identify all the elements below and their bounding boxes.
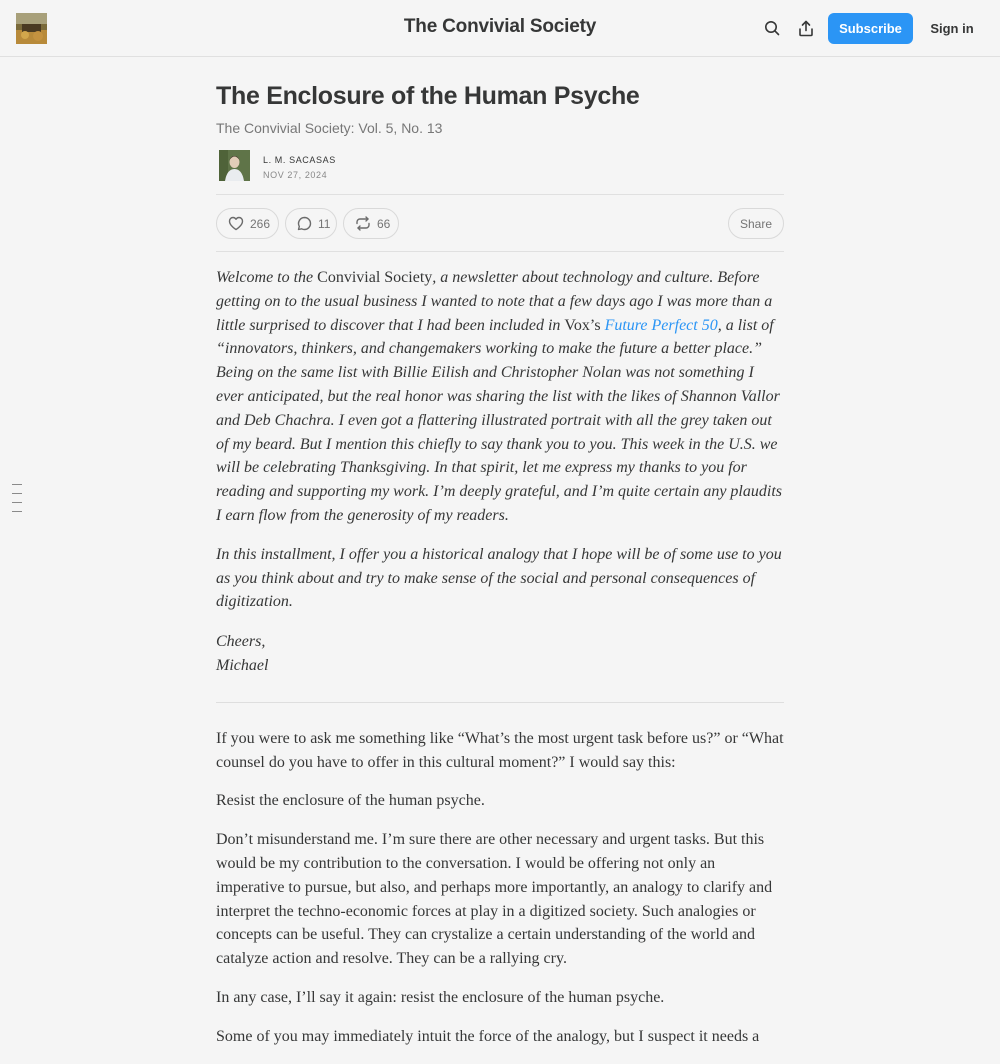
toc-line	[12, 511, 22, 512]
toc-line	[12, 484, 22, 485]
author-avatar[interactable]	[219, 150, 250, 181]
body-paragraph: Don’t misunderstand me. I’m sure there are other necessary and urgent tasks. But this would be my contribution to the conversation. I would be offering not only an imperative to pursue, but also, and perhaps more importantly, an analogy to clarify and interpret the techno-economic forces at play in a digitized society. Such analogies or concepts can be useful. They can crystalize a certain understanding of the world and catalyze action and resolve. They can be a rallying cry.	[216, 831, 773, 968]
intro-text: Vox’s	[564, 316, 601, 334]
body-paragraph: Some of you may immediately intuit the force of the analogy, but I suspect it needs a	[216, 1027, 760, 1045]
section-divider	[216, 702, 784, 703]
body-paragraph: Resist the enclosure of the human psyche.	[216, 792, 485, 810]
table-of-contents-toggle[interactable]	[12, 484, 24, 520]
like-count: 266	[250, 216, 271, 231]
post-date: NOV 27, 2024	[263, 170, 328, 180]
comment-icon	[297, 216, 312, 231]
sign-off-name: Michael	[216, 656, 269, 674]
post-subtitle: The Convivial Society: Vol. 5, No. 13	[216, 120, 443, 136]
restack-button[interactable]	[343, 208, 399, 239]
intro-paragraph: In this installment, I offer you a historical analogy that I hope will be of some use to you as you think about and try to make sense of the social and personal consequences of digitization.	[216, 545, 782, 611]
comment-count: 11	[318, 216, 331, 231]
restack-icon	[355, 216, 371, 231]
intro-paragraph	[216, 266, 784, 528]
body-paragraph: If you were to ask me something like “What’s the most urgent task before us?” or “What counsel do you have to offer in this cultural moment?” I would say this:	[216, 729, 784, 771]
sign-off	[216, 630, 784, 678]
intro-text: , a list of “innovators, thinkers, and changemakers working to make the future a better place.” Being on the same list with Billie Eilish and Christopher Nolan was not something I ever anticipated, but the real honor was sharing the list with the likes of Shannon Vallor and Deb Chachra. I even got a flattering illustrated portrait with all the grey taken out of my beard. But I mention this chiefly to say thank you to you. This week in the U.S. we will be celebrating Thanksgiving. In that spirit, let me express my thanks to you for reading and supporting my work. I’m deeply grateful, and I’m quite certain any plaudits I earn flow from the generosity of my readers.	[216, 316, 782, 524]
article	[216, 80, 784, 1064]
comment-button[interactable]	[285, 208, 337, 239]
subscribe-button[interactable]: Subscribe	[828, 13, 913, 44]
toc-line	[12, 502, 22, 503]
post-title: The Enclosure of the Human Psyche	[216, 82, 640, 110]
toc-line	[12, 493, 22, 494]
author-name[interactable]: L. M. SACASAS	[263, 155, 336, 165]
sign-in-button[interactable]: Sign in	[924, 13, 980, 44]
share-button[interactable]	[728, 208, 784, 239]
top-bar	[0, 0, 1000, 57]
share-label: Share	[739, 216, 773, 231]
intro-text: Convivial Society	[317, 269, 433, 286]
heart-icon	[228, 216, 244, 231]
sign-off-line: Cheers,	[216, 633, 266, 651]
body-paragraph: In any case, I’ll say it again: resist the enclosure of the human psyche.	[216, 988, 665, 1006]
post-body	[216, 727, 784, 1049]
future-perfect-link[interactable]: Future Perfect 50	[604, 316, 718, 334]
search-icon[interactable]	[760, 16, 784, 40]
publication-name-link[interactable]: The Convivial Society	[403, 16, 597, 37]
post-actions	[216, 194, 784, 252]
intro-text: Welcome to the	[216, 269, 318, 286]
intro-note	[216, 266, 784, 678]
byline	[216, 150, 784, 184]
restack-count: 66	[377, 216, 391, 231]
like-button[interactable]	[216, 208, 279, 239]
intro-text: , a newsletter about technology and culture. Before getting on to the usual business I wanted to note that a few days ago I was more than a little surprised to discover that I had been included in	[216, 269, 773, 334]
share-icon[interactable]	[794, 16, 818, 40]
